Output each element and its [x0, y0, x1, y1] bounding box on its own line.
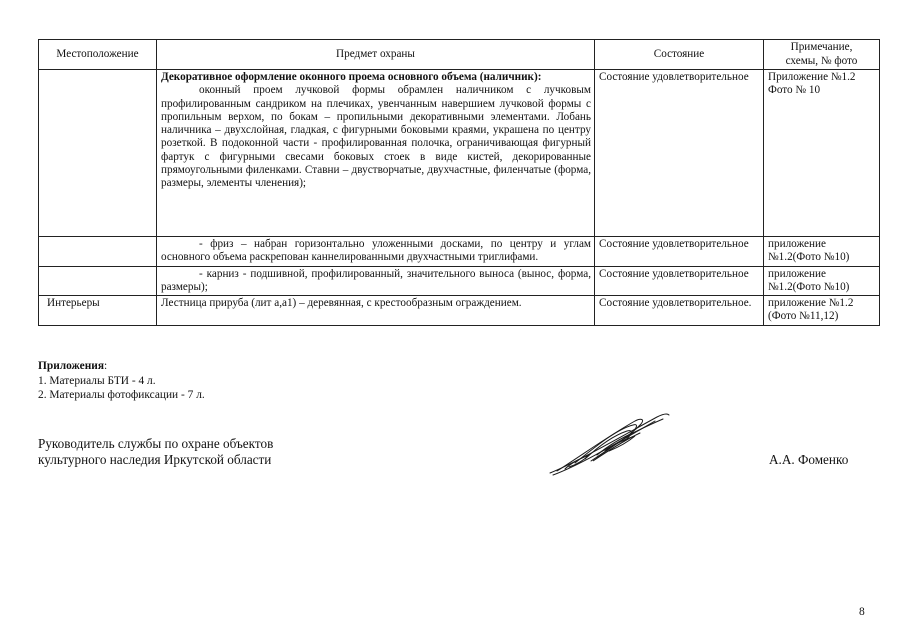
header-location: Местоположение: [39, 40, 157, 70]
cell-note: приложение №1.2(Фото №10): [764, 266, 880, 296]
table-header-row: [39, 40, 880, 70]
cell-subject: Лестница прируба (лит а,а1) – деревянная, с крестообразным ограждением.: [157, 296, 595, 326]
appendix-item: 1. Материалы БТИ - 4 л.: [38, 374, 156, 387]
subject-text: - карниз - подшивной, профилированный, значительного выноса (вынос, форма, размеры);: [161, 267, 591, 293]
cell-subject: [157, 237, 595, 267]
appendix-heading: Приложения: [38, 360, 105, 372]
cell-note: приложение №1.2 (Фото №11,12): [764, 296, 880, 326]
table-row: [39, 296, 880, 326]
cell-condition: Состояние удовлетворительное: [595, 70, 764, 237]
signatory-title: [38, 436, 273, 468]
page-number: 8: [859, 606, 865, 618]
header-note: [764, 40, 880, 70]
appendix-heading-line: [38, 359, 205, 374]
signatory-title-line2: культурного наследия Иркутской области: [38, 452, 272, 467]
appendix-item: 2. Материалы фотофиксации - 7 л.: [38, 389, 205, 401]
header-subject: Предмет охраны: [157, 40, 595, 70]
subject-title: Декоративное оформление оконного проема основного объема (наличник):: [161, 71, 542, 83]
header-note-line2: схемы, № фото: [785, 54, 858, 67]
table-row: [39, 237, 880, 267]
header-note-line1: Примечание,: [790, 41, 853, 54]
cell-condition: Состояние удовлетворительное: [595, 266, 764, 296]
cell-subject: [157, 266, 595, 296]
cell-condition: Состояние удовлетворительное.: [595, 296, 764, 326]
cell-subject: [157, 70, 595, 237]
cell-note: Приложение №1.2 Фото № 10: [764, 70, 880, 237]
table-row: [39, 70, 880, 237]
cell-condition: Состояние удовлетворительное: [595, 237, 764, 267]
cell-note: приложение №1.2(Фото №10): [764, 237, 880, 267]
cell-location: [39, 70, 157, 237]
subject-text: - фриз – набран горизонтально уложенными досками, по центру и углам основного объема раскрепован каннелированными двухчастными триглифами.: [161, 238, 591, 264]
cell-location: [39, 266, 157, 296]
table-row: [39, 266, 880, 296]
appendix-section: [38, 359, 205, 403]
subject-text: оконный проем лучковой формы обрамлен наличником с лучковым профилированным сандриком на плечиках, увенчанным навершием лучковой формы с пропильным верхом, по бокам – пропильными декоративными элементами. Лобань наличника – двухслойная, гладкая, с фигурными боковыми краями, украшена по центру розеткой. В подоконной части - профилированная полочка, ограничивающая фигурный фартук с фигурными свесами боковых стоек в виде кистей, декорированные прямоугольными филенками. Ставни – двустворчатые, двухчастные, филенчатые (форма, размеры, элементы членения);: [161, 84, 591, 190]
cell-location: [39, 237, 157, 267]
appendix-heading-colon: :: [104, 360, 108, 372]
header-condition: Состояние: [595, 40, 764, 70]
handwritten-signature: [545, 405, 675, 480]
cell-location: Интерьеры: [39, 296, 157, 326]
protection-subject-table: [38, 39, 880, 326]
signatory-name: А.А. Фоменко: [769, 452, 849, 467]
signatory-title-line1: Руководитель службы по охране объектов: [38, 436, 274, 451]
